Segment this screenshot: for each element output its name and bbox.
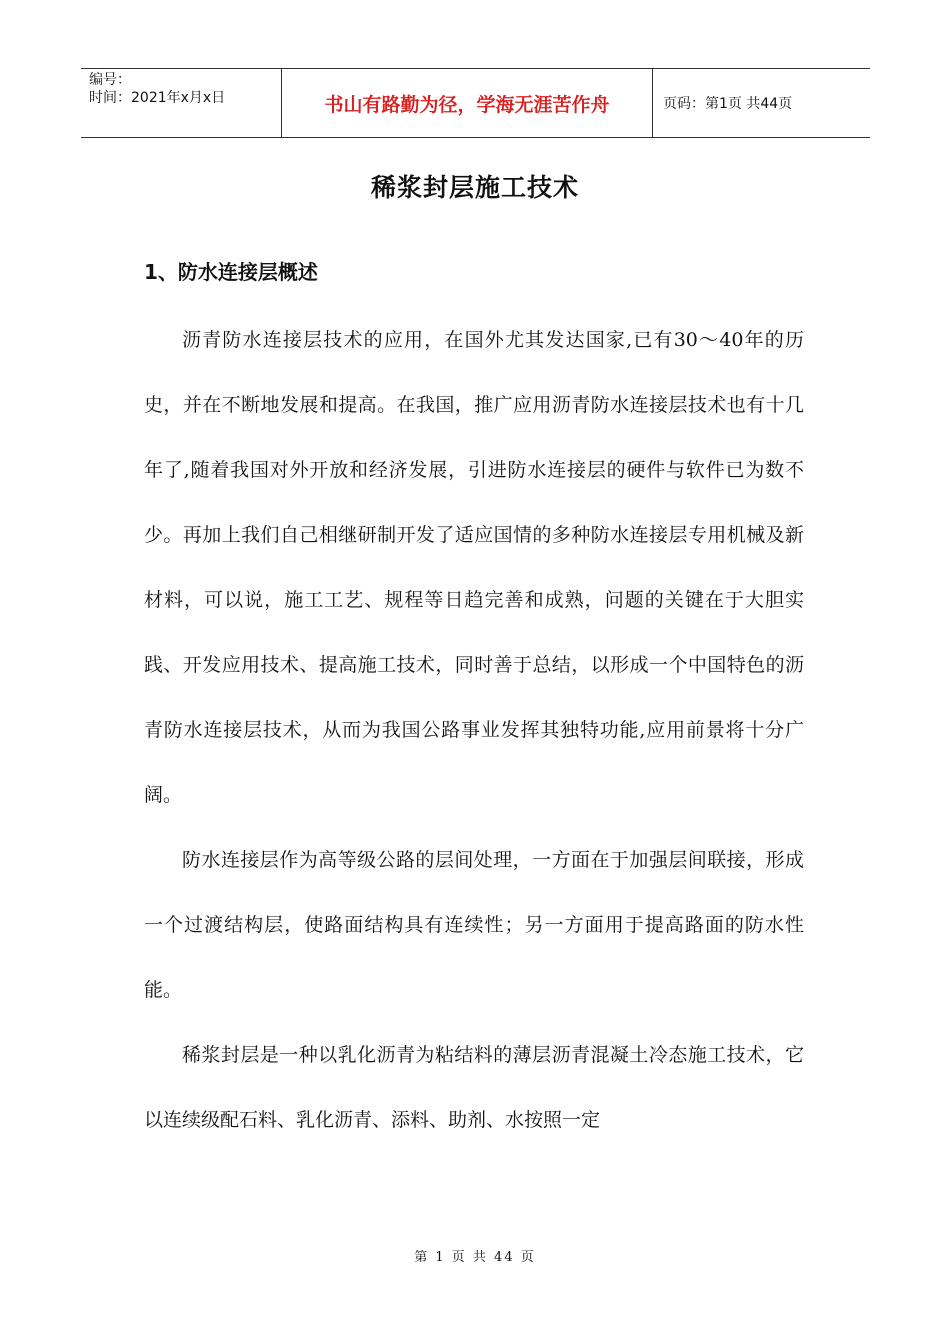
page-footer: 第 1 页 共 44 页	[414, 1250, 536, 1265]
document-title: 稀浆封层施工技术	[370, 173, 579, 202]
paragraph-2: 防水连接层作为高等级公路的层间处理，一方面在于加强层间联接，形成一个过渡结构层，使路面结构具有连续性；另一方面用于提高路面的防水性能。	[144, 849, 804, 1001]
paragraph-3: 稀浆封层是一种以乳化沥青为粘结料的薄层沥青混凝土冷态施工技术，它以连续级配石料、乳化沥青、添料、助剂、水按照一定	[144, 1044, 804, 1131]
document-time-label: 时间：2021年x月x日	[89, 90, 226, 106]
document-number-label: 编号：	[89, 72, 131, 88]
document-header	[81, 68, 870, 138]
document-body	[144, 308, 804, 1153]
section-heading: 1、防水连接层概述	[144, 260, 318, 284]
header-motto: 书山有路勤为径，学海无涯苦作舟	[281, 69, 653, 137]
header-page-info: 页码：第1页 共44页	[663, 96, 793, 112]
header-left-cell	[81, 69, 281, 137]
paragraph-1: 沥青防水连接层技术的应用，在国外尤其发达国家,已有30～40年的历史，并在不断地发展和提高。在我国，推广应用沥青防水连接层技术也有十几年了,随着我国对外开放和经济发展，引进防水连接层的硬件与软件已为数不少。再加上我们自己相继研制开发了适应国情的多种防水连接层专用机械及新材料，可以说，施工工艺、规程等日趋完善和成熟，问题的关键在于大胆实践、开发应用技术、提高施工技术，同时善于总结，以形成一个中国特色的沥青防水连接层技术，从而为我国公路事业发挥其独特功能,应用前景将十分广阔。	[144, 329, 804, 806]
